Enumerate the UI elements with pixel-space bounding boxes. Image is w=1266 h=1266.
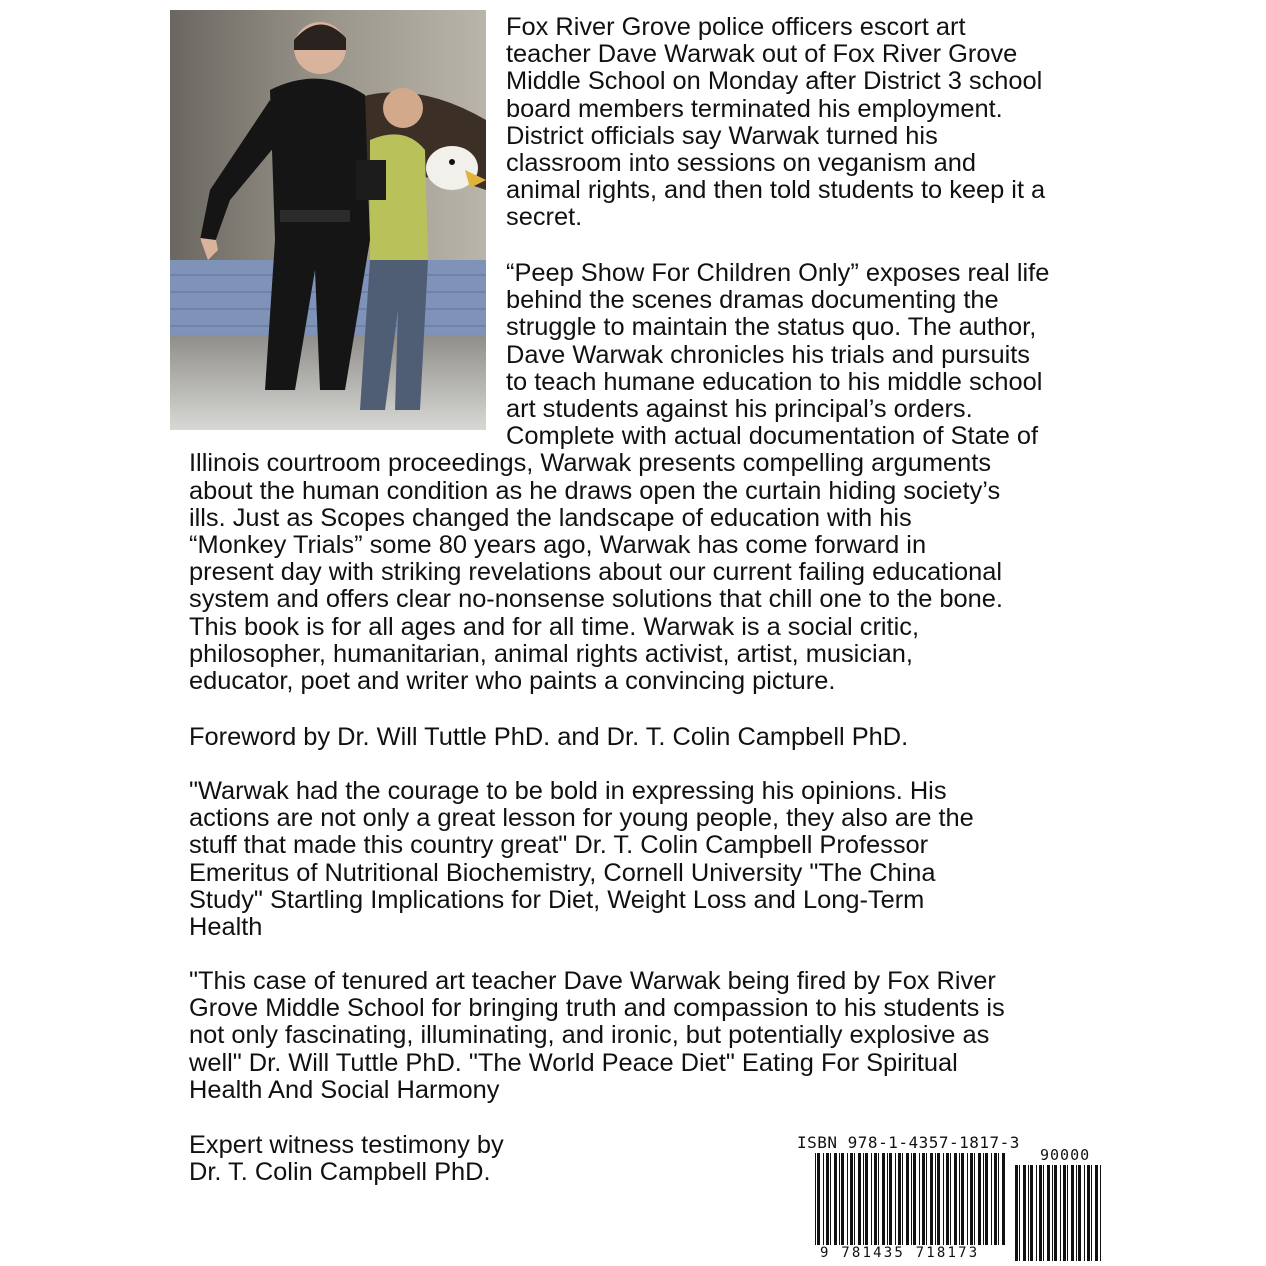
barcode-bar	[865, 1153, 868, 1245]
barcode-bar	[1071, 1165, 1074, 1261]
barcode-bar	[823, 1153, 824, 1245]
text-line: about the human condition as he draws open the curtain hiding society’s	[189, 476, 1001, 505]
isbn-number: ISBN 978-1-4357-1817-3	[797, 1133, 1020, 1152]
text-line: Health And Social Harmony	[189, 1075, 500, 1104]
text-line: board members terminated his employment.	[506, 94, 1003, 123]
barcode-bar	[943, 1153, 944, 1245]
barcode-bar	[1054, 1165, 1057, 1261]
barcode-bar	[830, 1153, 831, 1245]
barcode-bar	[1076, 1165, 1077, 1261]
text-line: not only fascinating, illuminating, and ironic, but potentially explosive as	[189, 1021, 990, 1050]
barcode-bar	[954, 1153, 957, 1245]
text-line: ills. Just as Scopes changed the landscape of education with his	[189, 503, 912, 532]
barcode-bar	[839, 1153, 840, 1245]
barcode-bar	[902, 1153, 903, 1245]
text-line: Emeritus of Nutritional Biochemistry, Cornell University "The China	[189, 858, 936, 887]
barcode-bar	[913, 1153, 916, 1245]
barcode-bar	[985, 1153, 988, 1245]
barcode-bar	[841, 1153, 844, 1245]
text-line: actions are not only a great lesson for young people, they also are the	[189, 804, 974, 833]
text-line: animal rights, and then told students to keep it a	[506, 176, 1046, 205]
text-line: Illinois courtroom proceedings, Warwak presents compelling arguments	[189, 449, 992, 478]
barcode-bar	[1078, 1165, 1081, 1261]
text-line: Fox River Grove police officers escort art	[506, 13, 966, 41]
text-line: “Monkey Trials” some 80 years ago, Warwak has come forward in	[189, 531, 927, 560]
barcode-bar	[1063, 1165, 1066, 1261]
text-line: “Peep Show For Children Only” exposes real life	[506, 259, 1050, 287]
text-line: Study" Startling Implications for Diet, Weight Loss and Long-Term	[189, 885, 925, 914]
book-description	[189, 260, 1119, 695]
text-line: art students against his principal’s orders.	[506, 395, 973, 424]
barcode-bar	[991, 1153, 992, 1245]
text-line: Complete with actual documentation of State of	[506, 422, 1039, 451]
barcode-bar	[906, 1153, 909, 1245]
barcode-bar	[1060, 1165, 1061, 1261]
barcode-bar	[1067, 1165, 1068, 1261]
barcode-bar	[978, 1153, 981, 1245]
barcode-bar	[863, 1153, 864, 1245]
campbell-quote	[189, 778, 1119, 941]
text-line: well" Dr. Will Tuttle PhD. "The World Peace Diet" Eating For Spiritual	[189, 1048, 958, 1077]
barcode-bar	[1100, 1165, 1101, 1261]
barcode-bar	[1023, 1165, 1026, 1261]
text-line: struggle to maintain the status quo. The author,	[506, 313, 1037, 342]
barcode-bar	[930, 1153, 933, 1245]
foreword-credit	[189, 724, 1119, 751]
barcode-bar	[1030, 1165, 1033, 1261]
barcode-bar	[1084, 1165, 1085, 1261]
text-line: system and offers clear no-nonsense solutions that chill one to the bone.	[189, 585, 1003, 614]
barcode-bar	[959, 1153, 960, 1245]
text-line: "This case of tenured art teacher Dave Warwak being fired by Fox River	[189, 967, 996, 995]
ean-number: 9 781435 718173	[820, 1245, 980, 1261]
barcode-bar	[1039, 1165, 1042, 1261]
barcode-bar	[1019, 1165, 1020, 1261]
tuttle-quote	[189, 968, 1119, 1104]
barcode-bar	[889, 1153, 892, 1245]
intro-caption	[189, 14, 1119, 232]
barcode-bar	[994, 1153, 997, 1245]
barcode-bar	[983, 1153, 984, 1245]
text-line: District officials say Warwak turned his	[506, 121, 938, 150]
text-line: Health	[189, 913, 263, 942]
text-line: Foreword by Dr. Will Tuttle PhD. and Dr. T. Colin Campbell PhD.	[189, 723, 909, 751]
barcode-bar	[926, 1153, 927, 1245]
barcode-bar	[898, 1153, 901, 1245]
barcode-bar	[1091, 1165, 1092, 1261]
barcode-bar	[967, 1153, 968, 1245]
text-line: stuff that made this country great" Dr. T. Colin Campbell Professor	[189, 831, 929, 860]
barcode-bar	[1052, 1165, 1053, 1261]
barcode-bar	[970, 1153, 973, 1245]
barcode-bar	[1087, 1165, 1090, 1261]
barcode-bar	[946, 1153, 949, 1245]
text-line: teacher Dave Warwak out of Fox River Grove	[506, 40, 1018, 69]
barcode-bar	[1028, 1165, 1029, 1261]
barcode-bar	[937, 1153, 940, 1245]
text-line: classroom into sessions on veganism and	[506, 149, 976, 178]
barcode-bar	[1095, 1165, 1098, 1261]
barcode-bar	[854, 1153, 855, 1245]
barcode-bar	[911, 1153, 912, 1245]
barcode-bar	[922, 1153, 925, 1245]
text-line: to teach humane education to his middle school	[506, 367, 1043, 396]
barcode-bar	[961, 1153, 964, 1245]
text-line: Middle School on Monday after District 3 school	[506, 67, 1043, 96]
text-line: present day with striking revelations about our current failing educational	[189, 558, 1002, 587]
text-line: behind the scenes dramas documenting the	[506, 286, 999, 315]
barcode-bar	[847, 1153, 848, 1245]
barcode-bar	[874, 1153, 877, 1245]
text-line: This book is for all ages and for all time. Warwak is a social critic,	[189, 612, 919, 641]
barcode-bar	[878, 1153, 879, 1245]
barcode-bar	[1047, 1165, 1050, 1261]
barcode-bar	[1002, 1153, 1005, 1245]
text-line: Expert witness testimony by	[189, 1131, 504, 1159]
barcode-bar	[887, 1153, 888, 1245]
text-line: Dave Warwak chronicles his trials and pursuits	[506, 340, 1030, 369]
barcode-bar	[1015, 1165, 1018, 1261]
barcode-bar	[935, 1153, 936, 1245]
barcode-bar	[817, 1153, 820, 1245]
text-line: "Warwak had the courage to be bold in expressing his opinions. His	[189, 777, 947, 805]
text-line: educator, poet and writer who paints a convincing picture.	[189, 667, 836, 696]
barcode-bar	[850, 1153, 853, 1245]
text-line: philosopher, humanitarian, animal rights activist, artist, musician,	[189, 639, 913, 668]
barcode-bar	[858, 1153, 861, 1245]
text-line: Dr. T. Colin Campbell PhD.	[189, 1158, 491, 1187]
barcode-bar	[919, 1153, 920, 1245]
barcode-bar	[895, 1153, 896, 1245]
barcode-bar	[998, 1153, 999, 1245]
barcode-bar	[826, 1153, 829, 1245]
text-line: Grove Middle School for bringing truth and compassion to his students is	[189, 994, 1005, 1023]
barcode-bar	[871, 1153, 872, 1245]
barcode-bar	[815, 1153, 816, 1245]
text-line: secret.	[506, 203, 583, 232]
barcode-bar	[1043, 1165, 1044, 1261]
price-code: 90000	[1040, 1146, 1091, 1164]
barcode-bar	[950, 1153, 951, 1245]
barcode-bar	[882, 1153, 885, 1245]
barcode-bar	[974, 1153, 975, 1245]
barcode-bar	[834, 1153, 837, 1245]
barcode-bar	[1036, 1165, 1037, 1261]
